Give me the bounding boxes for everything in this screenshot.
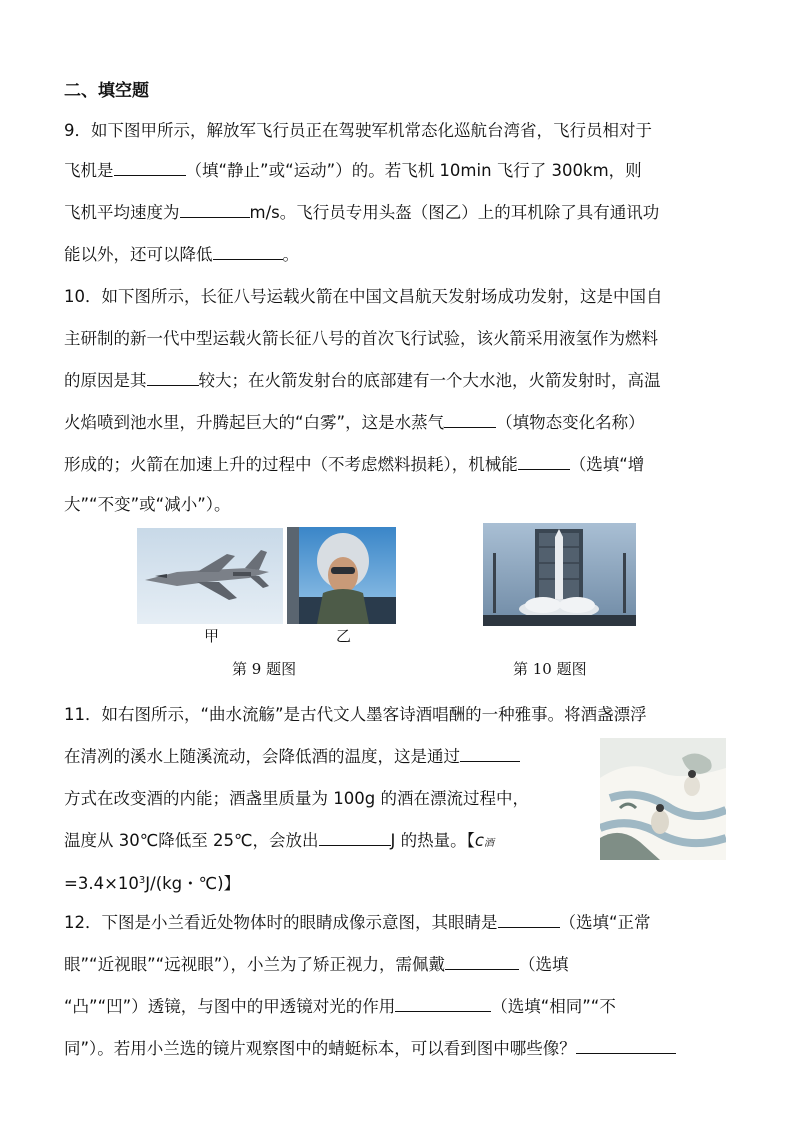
- answer-blank[interactable]: [445, 954, 519, 970]
- q10-line-5: [64, 454, 644, 476]
- q9-text: m/s。飞行员专用头盔（图乙）上的耳机除了具有通讯功: [249, 203, 660, 222]
- rocket-illustration: [483, 523, 636, 626]
- q11-text: 11．如右图所示，“曲水流觞”是古代文人墨客诗酒唱酬的一种雅事。将酒盏漂浮: [64, 705, 647, 724]
- figure-label-jia: 甲: [204, 627, 220, 645]
- q10-line-4: [64, 412, 645, 434]
- q9-line-3: [64, 202, 659, 224]
- q12-line-3: [64, 996, 616, 1018]
- q10-text: 较大；在火箭发射台的底部建有一个大水池，火箭发射时，高温: [198, 371, 661, 390]
- section-title: 二、填空题: [64, 81, 149, 101]
- q9-text: 能以外，还可以降低: [64, 245, 213, 264]
- q12-line-4: [64, 1038, 676, 1060]
- q11-line-2: [64, 746, 520, 768]
- q11-text: 在清冽的溪水上随溪流动，会降低酒的温度，这是通过: [64, 747, 460, 766]
- q10-text: 形成的；火箭在加速上升的过程中（不考虑燃料损耗），机械能: [64, 455, 518, 474]
- q9-text: 飞机是: [64, 161, 114, 180]
- q10-line-6: [64, 494, 231, 516]
- q10-text: 火焰喷到池水里，升腾起巨大的“白雾”，这是水蒸气: [64, 413, 445, 432]
- fighter-jet-image: [137, 528, 283, 624]
- answer-blank[interactable]: [576, 1038, 676, 1054]
- q9-line-4: [64, 244, 299, 266]
- answer-blank[interactable]: [319, 830, 391, 846]
- q11-text: 方式在改变酒的内能；酒盏里质量为 100g 的酒在漂流过程中，: [64, 789, 529, 808]
- q11-line-4: [64, 830, 494, 855]
- rocket-launch-image: [483, 523, 636, 626]
- q12-line-1: [64, 912, 651, 934]
- ink-painting-illustration: [600, 738, 726, 860]
- q10-text: 10．如下图所示，长征八号运载火箭在中国文昌航天发射场成功发射，这是中国自: [64, 287, 663, 306]
- answer-blank[interactable]: [395, 996, 491, 1012]
- q11-text: =3.4×10: [64, 874, 139, 893]
- q10-text: 大”“不变”或“减小”）。: [64, 495, 231, 514]
- specific-heat-symbol: c: [474, 831, 484, 850]
- specific-heat-subscript: 酒: [484, 838, 494, 849]
- q10-text: 主研制的新一代中型运载火箭长征八号的首次飞行试验，该火箭采用液氢作为燃料: [64, 329, 658, 348]
- q9-line-2: [64, 160, 642, 182]
- answer-blank[interactable]: [213, 244, 283, 260]
- q11-text: J 的热量。【: [390, 831, 475, 850]
- answer-blank[interactable]: [498, 912, 560, 928]
- pilot-illustration: [287, 527, 396, 624]
- pilot-helmet-image: [287, 527, 396, 624]
- q12-text: （选填: [519, 955, 569, 974]
- answer-blank[interactable]: [444, 412, 496, 428]
- answer-blank[interactable]: [460, 746, 520, 762]
- fighter-jet-illustration: [137, 528, 283, 624]
- answer-blank[interactable]: [180, 202, 250, 218]
- q12-text: 12．下图是小兰看近处物体时的眼睛成像示意图，其眼睛是: [64, 913, 498, 932]
- q9-text: （填“静止”或“运动”）的。若飞机 10min 飞行了 300km，则: [185, 161, 642, 180]
- q12-text: 眼”“近视眼”“远视眼”），小兰为了矫正视力，需佩戴: [64, 955, 445, 974]
- exponent: 3: [138, 875, 146, 886]
- q10-text: （选填“增: [569, 455, 645, 474]
- q11-line-5: [64, 870, 240, 895]
- q9-text: 。: [282, 245, 299, 264]
- q9-text: 9．如下图甲所示，解放军飞行员正在驾驶军机常态化巡航台湾省，飞行员相对于: [64, 121, 652, 140]
- q10-line-3: [64, 370, 661, 392]
- figure-label-yi: 乙: [336, 627, 352, 645]
- figure-caption-9: 第 9 题图: [232, 660, 297, 678]
- answer-blank[interactable]: [114, 160, 186, 176]
- q10-text: （填物态变化名称）: [496, 413, 645, 432]
- q12-text: 同”）。若用小兰选的镜片观察图中的蜻蜓标本，可以看到图中哪些像？: [64, 1039, 576, 1058]
- figure-caption-10: 第 10 题图: [513, 660, 587, 678]
- ink-painting-image: [600, 738, 726, 860]
- answer-blank[interactable]: [518, 454, 570, 470]
- q10-line-1: [64, 286, 663, 308]
- q9-text: 飞机平均速度为: [64, 203, 180, 222]
- q11-line-3: [64, 788, 529, 810]
- q11-text: J/(kg・℃)】: [145, 874, 241, 893]
- q12-text: “凸”“凹”）透镜，与图中的甲透镜对光的作用: [64, 997, 396, 1016]
- q12-text: （选填“相同”“不: [491, 997, 616, 1016]
- q12-text: （选填“正常: [559, 913, 651, 932]
- q11-text: 温度从 30℃降低至 25℃，会放出: [64, 831, 319, 850]
- q12-line-2: [64, 954, 569, 976]
- answer-blank[interactable]: [147, 370, 199, 386]
- q10-text: 的原因是其: [64, 371, 147, 390]
- q11-line-1: [64, 704, 647, 726]
- q9-line-1: [64, 120, 652, 142]
- q10-line-2: [64, 328, 658, 350]
